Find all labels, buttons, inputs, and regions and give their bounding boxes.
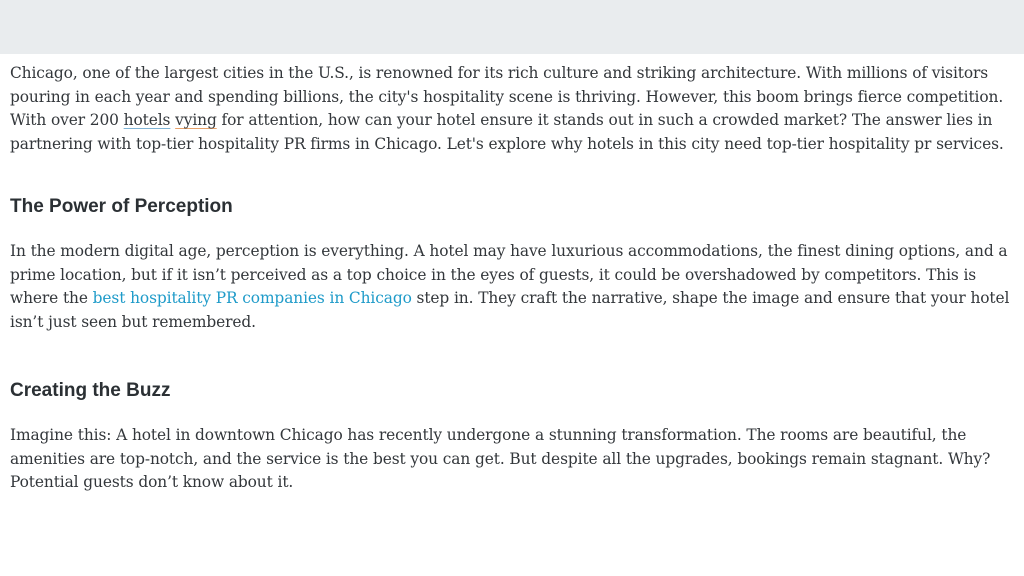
intro-text-end: for attention, how can your hotel ensure it stands out in such a crowded market? The answer lies in partnering with top-tier hospitality PR firms in Chicago. Let's explore why hotels in this city need top-tier hospitality pr services. [10, 111, 1004, 153]
section-heading-perception: The Power of Perception [10, 196, 233, 217]
perception-text-start: In the modern digital age, perception is everything. A hotel may have luxurious accommodations, the finest dining options, and a prime location, but if it isn’t perceived as a top choice in the eyes of guests, it could be overshadowed by competitors. This is where the [10, 242, 1008, 307]
intro-text-start: Chicago, one of the largest cities in the U.S., is renowned for its rich culture and striking architecture. With millions of visitors pouring in each year and spending billions, the city's hospitality scene is thriving. However, this boom brings fierce competition. With over 200 [10, 64, 1004, 129]
section-heading-buzz: Creating the Buzz [10, 380, 171, 401]
spellcheck-word-vying[interactable]: vying [175, 111, 217, 129]
perception-text-end: step in. They craft the narrative, shape the image and ensure that your hotel isn’t just seen but remembered. [10, 289, 1010, 331]
perception-paragraph [10, 240, 1018, 334]
intro-paragraph [10, 62, 1018, 156]
buzz-paragraph: Imagine this: A hotel in downtown Chicago has recently undergone a stunning transformation. The rooms are beautiful, the amenities are top-notch, and the service is the best you can get. But despite all the upgrades, bookings remain stagnant. Why? Potential guests don’t know about it. [10, 426, 991, 491]
article-body [10, 62, 1018, 495]
hospitality-pr-link[interactable]: best hospitality PR companies in Chicago [92, 289, 412, 307]
spellcheck-word-hotels[interactable]: hotels [123, 111, 171, 129]
top-bar [0, 0, 1024, 54]
